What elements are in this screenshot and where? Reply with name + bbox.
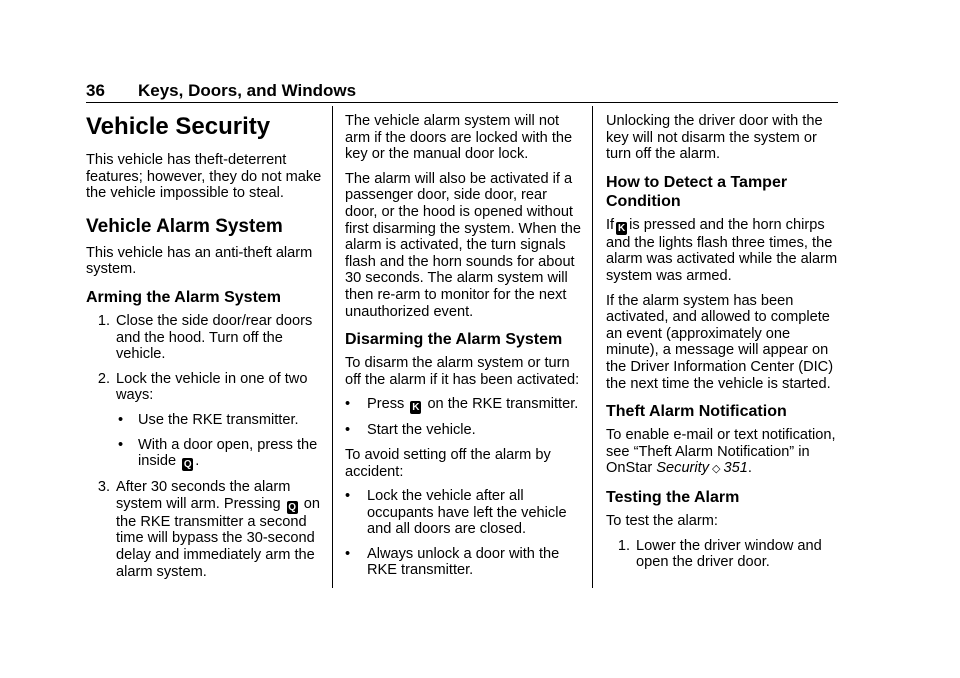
paragraph: To avoid setting off the alarm by accident: (345, 446, 551, 480)
page-reference[interactable]: 351 (723, 460, 748, 477)
punctuation: . (195, 453, 200, 470)
step-number: 2. (97, 370, 110, 387)
list-item (86, 412, 322, 429)
lock-icon: Q (288, 501, 297, 513)
bullet-text: Lock the vehicle after all occupants have left the vehicle and all doors are closed. (367, 488, 567, 538)
heading-testing: Testing the Alarm (606, 488, 740, 506)
list-item (345, 488, 583, 538)
punctuation: . (747, 460, 752, 477)
step-text: Lock the vehicle in one of two ways: (116, 370, 308, 404)
lock-icon: Q (183, 459, 192, 471)
list-item (345, 396, 583, 414)
page-title: Vehicle Security (86, 113, 271, 140)
text: To enable e-mail or text notification, see “Theft Alarm Notification” in OnStar (606, 427, 836, 477)
column-3 (606, 113, 842, 579)
step-number: 3. (97, 479, 110, 496)
column-divider (592, 106, 593, 588)
paragraph: The alarm will also be activated if a passenger door, side door, rear door, or the hood is opened without first disarming the system. When the alarm is activated, the turn signals flash and the horn sounds for about 30 seconds. The alarm system will then re-arm to monitor for the next unauthorized event. (345, 170, 582, 320)
step-text-cont: on the RKE transmitter a second time will bypass the 30-second delay and immediately arm the alarm system. (116, 495, 320, 580)
page-number: 36 (86, 81, 105, 100)
list-item (86, 479, 322, 580)
section-title: Keys, Doors, and Windows (138, 81, 357, 100)
bullet-text: Always unlock a door with the RKE transmitter. (367, 545, 560, 579)
bullet-text: Use the RKE transmitter. (138, 411, 299, 428)
paragraph: The vehicle alarm system will not arm if the doors are locked with the key or the manual door lock. (345, 113, 573, 163)
bullet: • (345, 422, 351, 439)
test-intro: To test the alarm: (606, 512, 718, 529)
heading-alarm-system: Vehicle Alarm System (86, 215, 283, 237)
bullet-text: With a door open, press the inside (138, 436, 318, 470)
intro-paragraph: This vehicle has theft-deterrent features; however, they do not make the vehicle impossible to steal. (86, 152, 322, 202)
bullet: • (118, 436, 124, 453)
disarm-intro: To disarm the alarm system or turn off the alarm if it has been activated: (345, 355, 580, 388)
bullet: • (118, 411, 124, 428)
column-2 (345, 113, 583, 587)
bullet: • (345, 545, 351, 562)
theft-paragraph (606, 427, 842, 478)
bullet-text-cont: on the RKE transmitter. (427, 396, 579, 413)
heading-theft-notification: Theft Alarm Notification (606, 403, 787, 421)
step-number: 1. (97, 312, 110, 329)
step-number: 1. (617, 537, 630, 554)
cross-reference-link[interactable]: Security (656, 460, 710, 477)
xref-arrow-icon: ◇ (712, 463, 721, 476)
heading-tamper: How to Detect a Tamper Condition (606, 173, 788, 210)
bullet: • (345, 488, 351, 505)
list-item (86, 437, 322, 472)
step-text: Close the side door/rear doors and the hood. Turn off the vehicle. (116, 312, 313, 363)
unlock-icon: K (617, 222, 626, 234)
text: is pressed and the horn chirps and the lights flash three times, the alarm was activated while the alarm system was armed. (606, 216, 838, 284)
list-item (86, 313, 322, 363)
unlock-icon: K (412, 402, 420, 414)
bullet-text: Start the vehicle. (367, 422, 476, 439)
tamper-paragraph (606, 217, 842, 285)
bullet: • (345, 396, 351, 413)
heading-arming: Arming the Alarm System (86, 288, 282, 306)
step-text: After 30 seconds the alarm system will arm. Pressing (116, 479, 291, 512)
running-header (86, 80, 838, 103)
list-item (606, 538, 842, 571)
column-divider (332, 106, 333, 588)
list-item (86, 371, 322, 404)
paragraph: If the alarm system has been activated, and allowed to complete an event (approximately one minute), a message will appear on the Driver Information Center (DIC) the next time the vehicle is started. (606, 292, 834, 392)
list-item (345, 546, 583, 579)
step-text: Lower the driver window and open the driver door. (636, 537, 822, 571)
heading-disarming: Disarming the Alarm System (345, 331, 563, 349)
text: If (606, 216, 615, 233)
column-1 (86, 113, 322, 588)
list-item (345, 422, 583, 439)
bullet-text: Press (367, 396, 405, 413)
paragraph: Unlocking the driver door with the key will not disarm the system or turn off the alarm. (606, 113, 823, 163)
alarm-intro: This vehicle has an anti-theft alarm system. (86, 244, 313, 278)
